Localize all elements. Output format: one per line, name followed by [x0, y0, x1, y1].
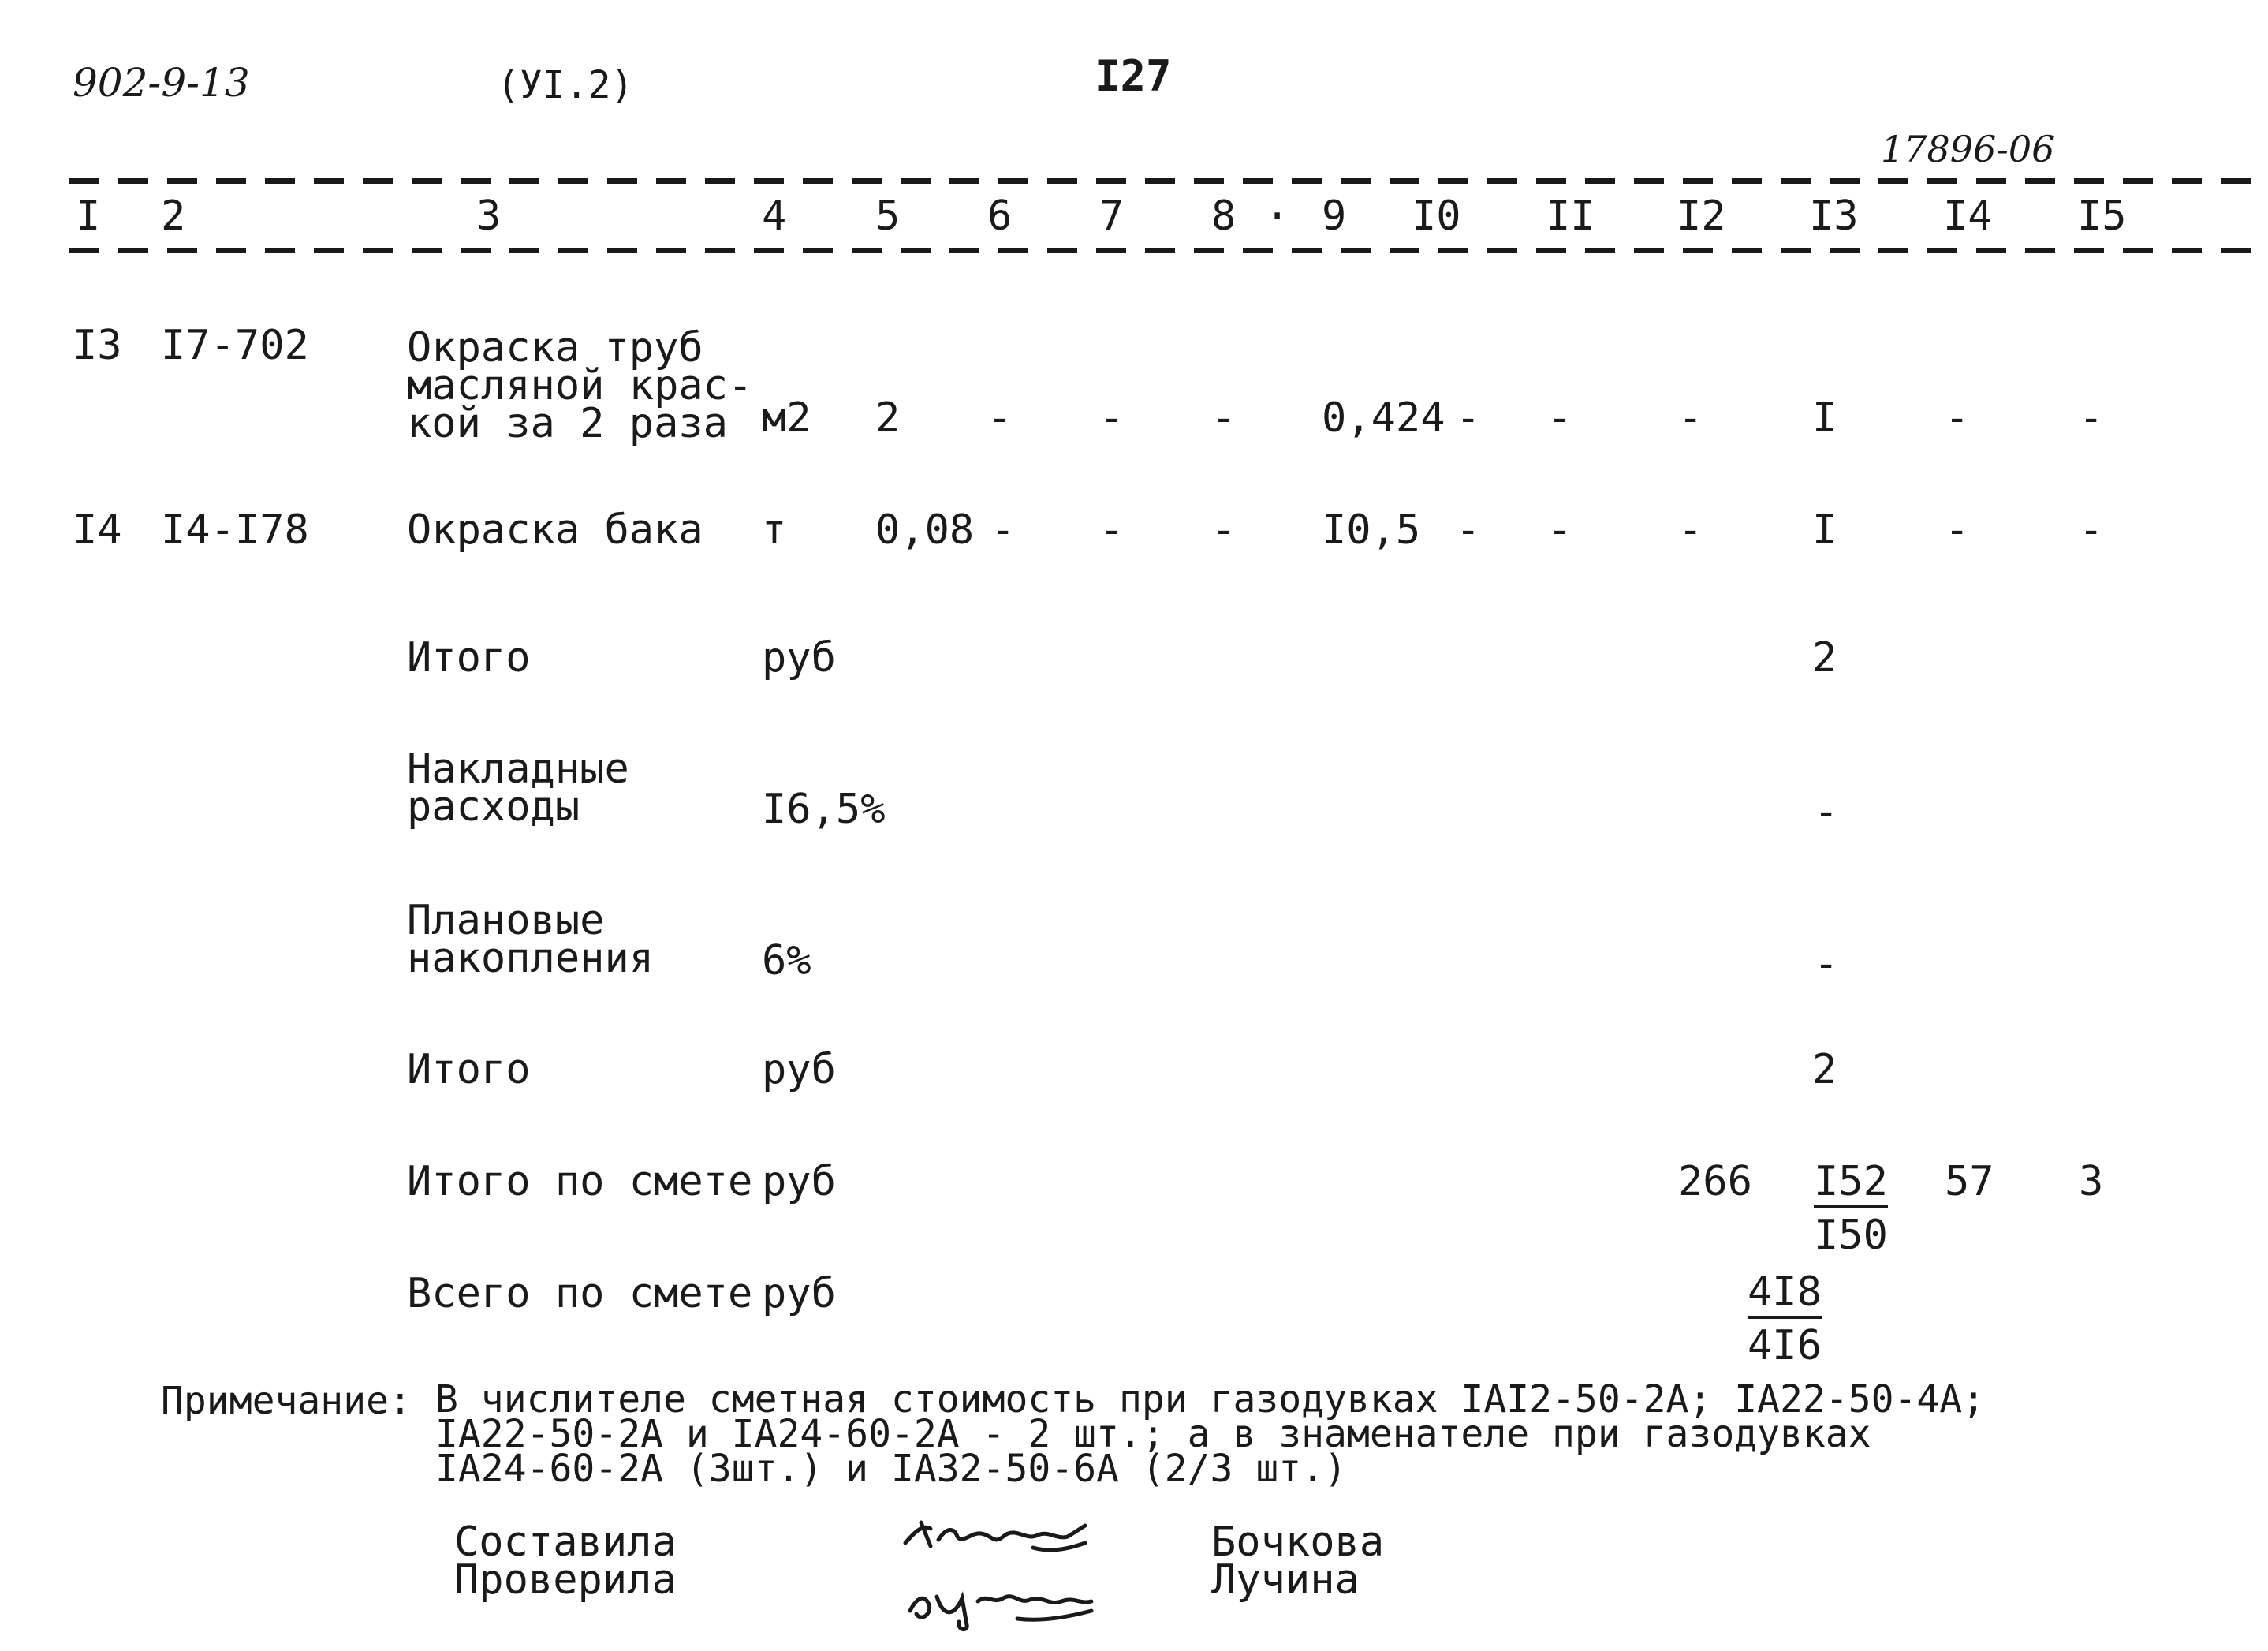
document-code: 902-9-13 — [73, 60, 250, 106]
column-number: I5 — [2077, 192, 2127, 240]
cell-c9: 0,424 — [1322, 394, 1445, 442]
cell-c7: - — [1099, 506, 1125, 554]
signature-checked — [899, 1570, 1104, 1633]
row-label: Итого по смете — [407, 1158, 753, 1205]
work-name — [407, 324, 753, 447]
quantity: 0,08 — [875, 506, 975, 554]
row-label-line: расходы — [407, 783, 580, 831]
cell-c15: - — [2079, 394, 2104, 442]
column-number: 2 — [161, 192, 186, 240]
inventory-number: 17896-06 — [1881, 128, 2055, 170]
cell-c8: - — [1211, 506, 1237, 554]
column-number: 8 — [1211, 192, 1237, 240]
cell-c13-denominator: I50 — [1814, 1212, 1888, 1259]
column-number: 5 — [875, 192, 901, 240]
cell-c10: - — [1456, 506, 1481, 554]
header-top-rule — [69, 178, 2254, 184]
header-bottom-rule — [69, 248, 2254, 253]
cell-c13: - — [1814, 940, 1839, 988]
row-label-line: Плановые — [407, 897, 605, 944]
row-label: Всего по смете — [407, 1270, 753, 1317]
cell-c10: - — [1456, 394, 1481, 442]
work-name-line: кой за 2 раза — [407, 399, 728, 447]
cell-c13-numerator: I52 — [1814, 1161, 1888, 1208]
cell-c12: 266 — [1678, 1158, 1752, 1205]
cell-c13: 2 — [1812, 1046, 1837, 1093]
cell-c6: - — [987, 394, 1013, 442]
column-number: 9 — [1322, 192, 1347, 240]
cell-c11: - — [1547, 506, 1572, 554]
cell-c15: 3 — [2079, 1158, 2104, 1205]
column-number: 4 — [762, 192, 787, 240]
column-separator-dot: · — [1265, 192, 1290, 240]
row-label-line: накопления — [407, 934, 655, 982]
column-number: I2 — [1677, 192, 1726, 240]
rate-code: I4-I78 — [161, 506, 309, 554]
note-line: IA24-60-2A (3шт.) и IA32-50-6A (2/3 шт.) — [435, 1447, 1347, 1492]
column-number: 3 — [476, 192, 502, 240]
row-label — [407, 897, 655, 982]
cell-c13: I — [1812, 506, 1837, 554]
signature-composed — [899, 1508, 1104, 1563]
cell-c12: - — [1678, 394, 1703, 442]
grand-total-numerator: 4I8 — [1748, 1272, 1822, 1319]
cell-c13: - — [1814, 789, 1839, 836]
cell-c14: 57 — [1945, 1158, 1994, 1205]
cell-c11: - — [1547, 394, 1572, 442]
work-name-line: масляной крас- — [407, 361, 753, 409]
column-number: I3 — [1809, 192, 1859, 240]
note-label: Примечание: — [161, 1379, 412, 1423]
row-label: Итого — [407, 1046, 531, 1093]
section-number: (УI.2) — [497, 63, 634, 107]
grand-total-denominator: 4I6 — [1748, 1322, 1822, 1369]
column-number: II — [1546, 192, 1595, 240]
note-line: В числителе сметная стоимость при газодувках IAI2-50-2A; IA22-50-4A; — [435, 1377, 1986, 1421]
cell-c14: - — [1945, 506, 1970, 554]
rate-code: I7-702 — [161, 322, 309, 369]
page-number: I27 — [1095, 51, 1172, 101]
checked-label: Проверила — [454, 1556, 677, 1604]
cell-c9: I0,5 — [1322, 506, 1421, 554]
row-label-line: Накладные — [407, 745, 629, 793]
rate-percent: I6,5% — [762, 786, 886, 833]
unit: руб — [762, 1158, 836, 1205]
quantity: 2 — [875, 394, 901, 442]
checked-name: Лучина — [1211, 1556, 1360, 1604]
composed-name: Бочкова — [1211, 1518, 1385, 1566]
cell-c6: - — [990, 506, 1016, 554]
column-number: 7 — [1099, 192, 1125, 240]
signature-roles — [454, 1518, 677, 1604]
row-number: I3 — [73, 322, 122, 369]
column-number: I0 — [1412, 192, 1461, 240]
work-name-line: Окраска труб — [407, 324, 703, 372]
row-number: I4 — [73, 506, 122, 554]
unit: руб — [762, 1270, 836, 1317]
cell-c12: - — [1678, 506, 1703, 554]
cell-c15: - — [2079, 506, 2104, 554]
column-number: 6 — [987, 192, 1013, 240]
unit: руб — [762, 634, 836, 682]
cell-c13: 2 — [1812, 634, 1837, 682]
unit: т — [762, 506, 787, 554]
cell-c13: I — [1812, 394, 1837, 442]
work-name: Окраска бака — [407, 506, 703, 554]
note-line: IA22-50-2A и IA24-60-2A - 2 шт.; а в знаменателе при газодувках — [435, 1412, 1871, 1457]
note-text — [435, 1377, 1986, 1492]
cell-c14: - — [1945, 394, 1970, 442]
column-number: I4 — [1943, 192, 1993, 240]
unit: руб — [762, 1046, 836, 1093]
row-label: Итого — [407, 634, 531, 682]
column-number: I — [76, 192, 101, 240]
signature-names — [1211, 1518, 1385, 1604]
row-label — [407, 745, 629, 831]
cell-c8: - — [1211, 394, 1237, 442]
composed-label: Составила — [454, 1518, 677, 1566]
unit: м2 — [762, 394, 811, 442]
cell-c7: - — [1099, 394, 1125, 442]
rate-percent: 6% — [762, 937, 811, 984]
